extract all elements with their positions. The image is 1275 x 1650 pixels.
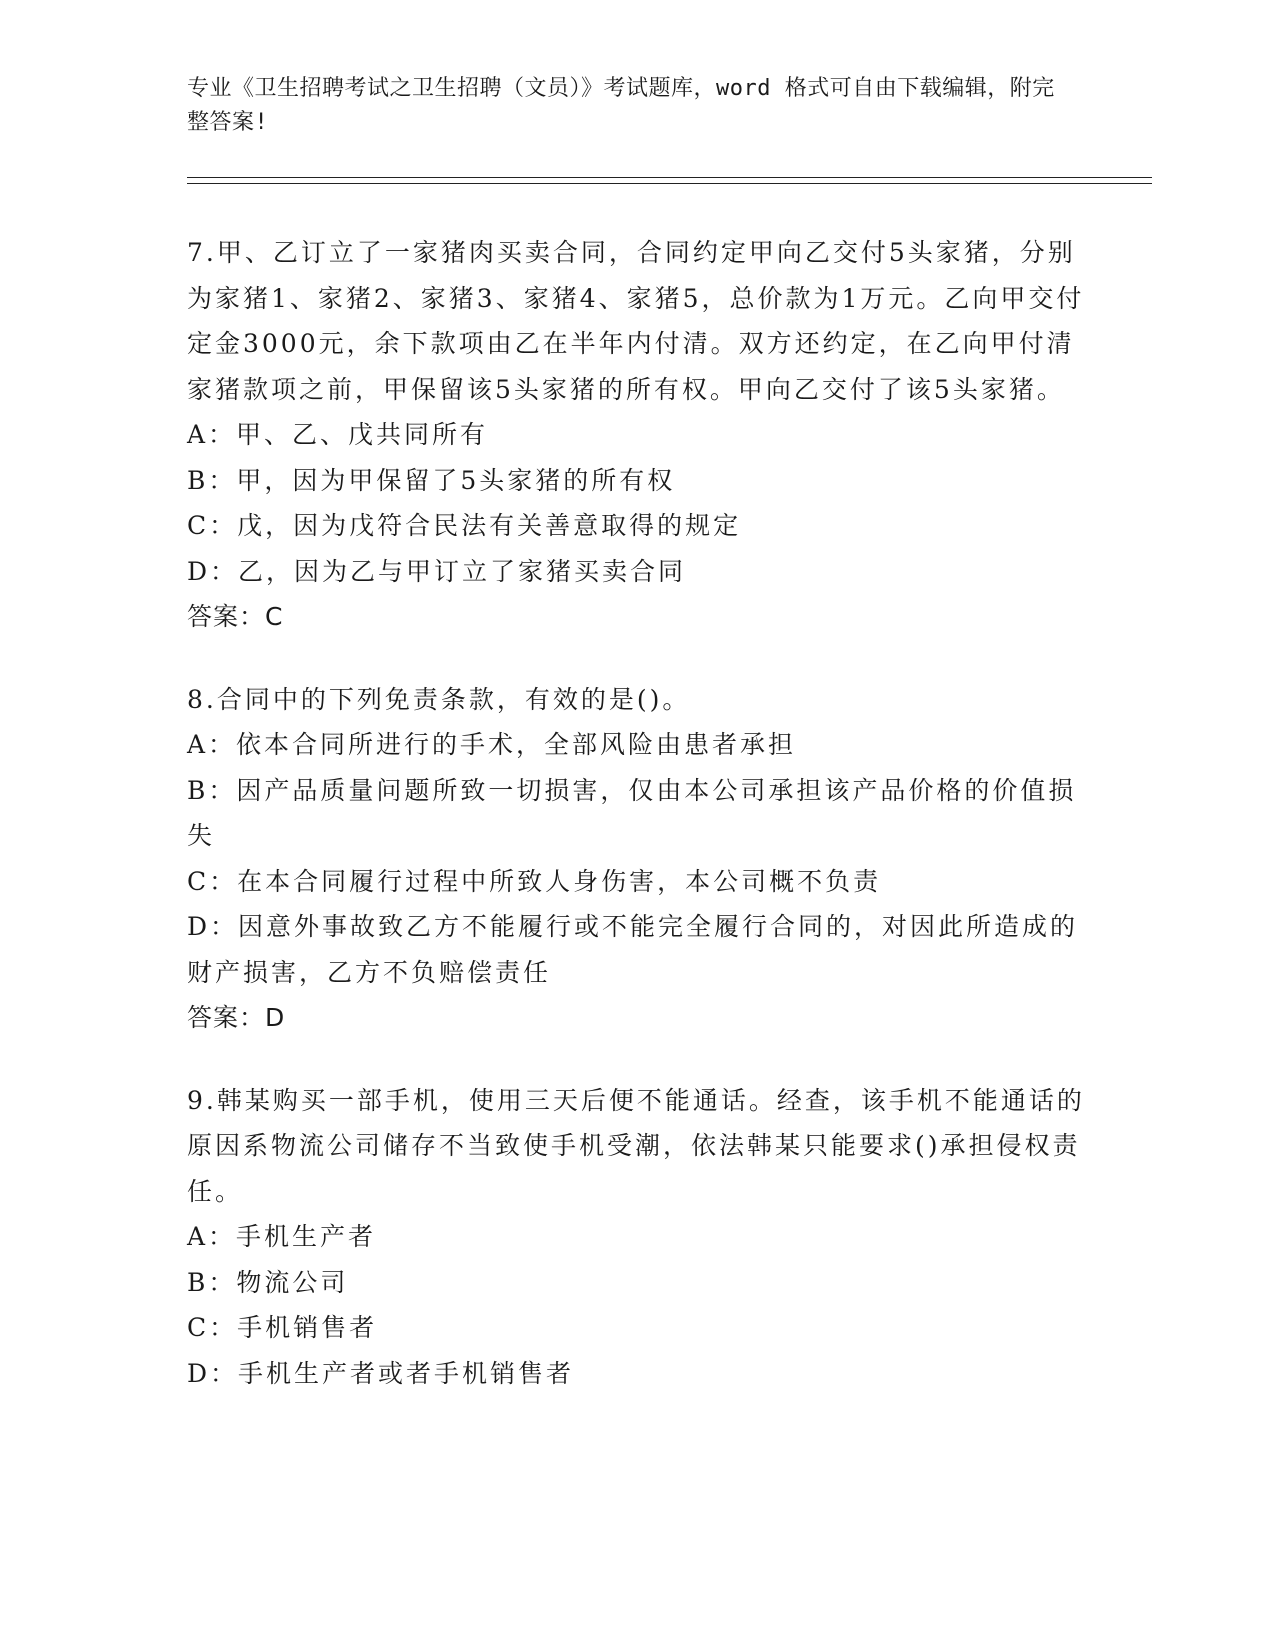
document-header: 专业《卫生招聘考试之卫生招聘（文员）》考试题库，word 格式可自由下载编辑，附完整答案! [187,76,1055,135]
answer: 答案：C [187,602,284,631]
option-c: C：戊，因为戊符合民法有关善意取得的规定 [187,511,742,540]
header-divider [187,177,1152,184]
question-stem: 7.甲、乙订立了一家猪肉买卖合同，合同约定甲向乙交付5头家猪，分别为家猪1、家猪2、家猪3、家猪4、家猪5，总价款为1万元。乙向甲交付定金3000元，余下款项由乙在半年内付清。双方还约定，在乙向甲付清家猪款项之前，甲保留该5头家猪的所有权。甲向乙交付了该5头家猪。 [187,238,1085,404]
option-a: A：手机生产者 [187,1222,377,1251]
question-stem: 9.韩某购买一部手机，使用三天后便不能通话。经查，该手机不能通话的原因系物流公司储存不当致使手机受潮，依法韩某只能要求()承担侵权责任。 [187,1085,1085,1206]
option-a: A：依本合同所进行的手术，全部风险由患者承担 [187,730,797,759]
question-9 [187,1078,1087,1397]
option-d: D：乙，因为乙与甲订立了家猪买卖合同 [187,556,687,586]
option-b: B：物流公司 [187,1267,349,1297]
option-d: D：手机生产者或者手机销售者 [187,1358,575,1388]
option-c: C：在本合同履行过程中所致人身伤害，本公司概不负责 [187,866,882,896]
answer: 答案：D [187,1003,286,1032]
question-7 [187,230,1087,640]
option-c: C：手机销售者 [187,1313,378,1342]
option-d: D：因意外事故致乙方不能履行或不能完全履行合同的，对因此所造成的财产损害，乙方不负赔偿责任 [187,912,1079,987]
option-b: B：甲，因为甲保留了5头家猪的所有权 [187,465,676,495]
option-b: B：因产品质量问题所致一切损害，仅由本公司承担该产品价格的价值损失 [187,775,1077,850]
question-8 [187,677,1087,1041]
question-list [187,230,1087,1396]
option-a: A：甲、乙、戊共同所有 [187,420,489,449]
question-stem: 8.合同中的下列免责条款，有效的是()。 [187,684,691,714]
